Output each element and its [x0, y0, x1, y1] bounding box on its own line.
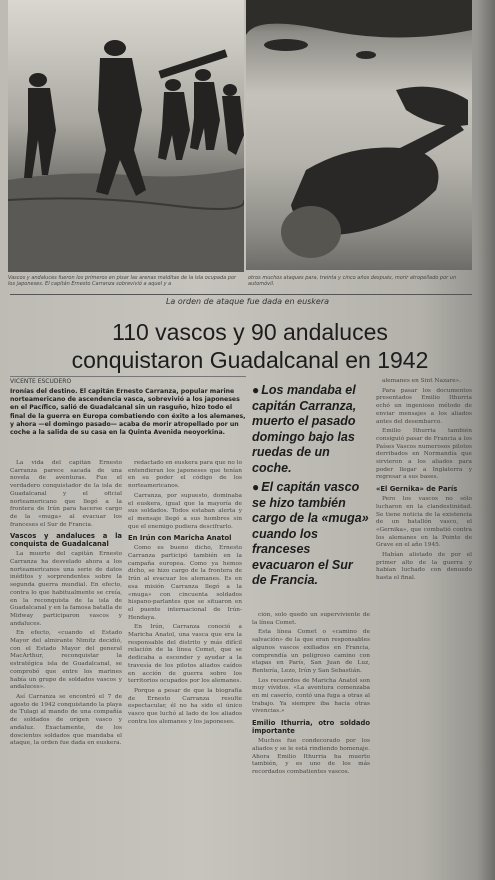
col4-subheading: «El Gernika» de París [376, 485, 458, 494]
lead-paragraph: Ironías del destino. El capitán Ernesto Carranza, popular marine norteamericano de ascendencia vasca, sobrevivió a los japoneses en el Pacífico, salió de Guadalcanal sin un rasguño, hizo todo el final de la guerra en Europa combatiendo con éxito a los alemanes, y ahora —el domingo pasado— acaba de morir atropellado por un coche a la salida de su casa en la Quinta Avenida neoyorkina. [10, 388, 246, 437]
col2-paragraph-5: Porque a pesar de que la biografía de Ernesto Carranza resulte espectacular, él no ha sido el único vasco que luchó al lado de los aliados contra los alemanes y los japoneses. [128, 687, 242, 725]
article-column-4 [376, 378, 472, 870]
pull-quote-2-text: El capitán vasco se hizo también cargo de la «muga» cuando los franceses evacuaron el Sur de Francia. [252, 480, 369, 587]
col2-paragraph-4: En Irún, Carranza conoció a Maricha Anatol, una vasca que era la responsable del distrito y más difícil relación de la línea Comet, que se dedicaba a esconder y ayudar a la travesía de los pilotos aliados caídos en acción de guerra sobre los territorios ocupados por los alemanes. [128, 624, 242, 685]
article-column-1 [10, 460, 122, 870]
byline: VICENTE ESCUDERO [10, 378, 72, 385]
col4-paragraph-3: Emilio Ithurria también consiguió pasar de Francia a los Países Vascos numerosos pilotos derribados en Normandía que sirvieron a los aliados para poder llegar a Inglaterra y regresar a sus bases. [376, 428, 472, 481]
col3-paragraph-4: Muchos fue condecorado por los aliados y se le está rindiendo homenaje. Ahora Emilio Ithurria ha muerto también, y es uno de los más recordados combatientes vascos. [252, 738, 370, 775]
col2-subheading: En Irún con Maricha Anatol [128, 534, 232, 543]
col1-paragraph-2: La muerte del capitán Ernesto Carranza ha desvelado ahora a los norteamericanos una serie de datos inéditos y sorprendentes sobre la segunda guerra mundial. En efecto, contra lo que habitualmente se creía, en la reconquista de la isla de Guadalcanal y en la famosa batalla de Midway participaron vascos y andaluces. [10, 551, 122, 627]
col2-paragraph-2: Carranza, por supuesto, dominaba el euskera, igual que la mayoría de sus soldados. Todos estaban alerta y el mensaje llegó a sus hombres sin que el enemigo pudiera descifrarlo. [128, 492, 242, 530]
beach-photo-art [246, 0, 472, 270]
col4-paragraph-4: Pero los vascos no sólo lucharon en la clandestinidad. Se tiene noticia de la existencia de un batallón vasco, el «Gernika», que combatió contra los alemanes en la Pointe de Grave en el año 1945. [376, 496, 472, 549]
col3-paragraph-1: ción, solo quedó un superviviente de la línea Comet. [252, 612, 370, 626]
photo-caption-right: otros muchos ataques para, treinta y cinco años después, morir atropellado por un automóvil. [248, 275, 457, 287]
soldiers-photo-art [8, 0, 244, 272]
col2-paragraph-1: redactado en euskera para que no lo entendieran los japoneses que tenían en su poder el código de los norteamericanos. [128, 460, 242, 490]
headline-line-1: 110 vascos y 90 andaluces [112, 319, 388, 345]
pull-quote-1 [252, 383, 370, 476]
photo-soldiers-advancing [8, 0, 244, 272]
pull-quote-2 [252, 480, 370, 589]
article-column-3 [252, 612, 370, 870]
col3-paragraph-3: Los recuerdos de Maricha Anatol son muy vívidos. «La aventura comenzaba en mi caserío, contó una fuga a otras al trabajo. Ya siempre iba hacia otras vivencias.» [252, 677, 370, 715]
headline-line-2: conquistaron Guadalcanal en 1942 [71, 347, 429, 373]
col1-paragraph-4: Así Carranza se encontró el 7 de agosto de 1942 conquistando la playa de Tulagi al mando de una compañía de soldados de origen vasco y andaluz. Exactamente, de los doscientos soldados que mandaba el ataque, la orden fue dada en euskera. [10, 693, 122, 747]
page-fold-shadow [476, 0, 495, 880]
col3-subheading: Emilio Ithurria, otro soldado importante [252, 719, 370, 736]
col4-paragraph-2: Para pasar los documentos presentados Emilio Ithurria echó un ingenioso método de enviar mensajes a los aliados antes del desembarco. [376, 387, 472, 425]
divider-rule-top [10, 294, 472, 295]
photo-fallen-soldiers [246, 0, 472, 270]
headline [30, 318, 470, 374]
col4-paragraph-5: Habían alistado de por el primer alto de la guerra y habían luchado con denuedo hasta el final. [376, 552, 472, 582]
pull-quote-1-text: Los mandaba el capitán Carranza, muerto el pasado domingo bajo las ruedas de un coche. [252, 383, 357, 475]
col4-paragraph-1: alemanes en Sint Nazare». [382, 378, 462, 384]
byline-rule [10, 376, 246, 377]
col2-paragraph-3: Como es bueno dicho, Ernesto Carranza participó también en la campaña europea. Como ya hemos dicho, se hizo cargo de la frontera de Irún al evacuar los alemanes. Es en esa misión Carranza llegó a la «muga» con cincuenta soldados hispano-parlantes que se situaron en el puente internacional de Irún-Hendaya. [128, 545, 242, 621]
bullet-icon: ● [252, 480, 260, 494]
col1-paragraph-1: La vida del capitán Ernesto Carranza parece sacada de una novela de aventuras. Fue el verdadero conquistador de la isla de Guadalcanal y el oficial norteamericano que llegó a la frontera de Irún para hacerse cargo de la «muga» al evacuar los franceses el Sur de Francia. [10, 460, 122, 528]
photo-caption-left: Vascos y andaluces fueron los primeros en pisar las arenas malditas de la isla ocupada por los japoneses. El capitán Ernesto Carranza sobrevivió a aquel y a [8, 275, 237, 287]
article-column-2 [128, 460, 242, 870]
col3-paragraph-2: Esta línea Comet o «camino de salvación» de la que eran responsables algunos vascos exiliados en Francia, comprendía un peligroso camino con etapas en París, San Juan de Luz, Rentería, Lezo, Irún y San Sebastián. [252, 629, 370, 674]
col1-subheading: Vascos y andaluces a la conquista de Guadalcanal [10, 532, 122, 549]
col1-paragraph-3: En efecto, «cuando el Estado Mayor del almirante Nimitz decidió, con el Estado Mayor del general MacArthur, reconquistar la estratégica isla de Guadalcanal, se comprobó que entre los marines había un grupo de soldados vascos y andaluces». [10, 630, 122, 691]
kicker: La orden de ataque fue dada en euskera [165, 297, 330, 306]
bullet-icon: ● [252, 383, 260, 397]
